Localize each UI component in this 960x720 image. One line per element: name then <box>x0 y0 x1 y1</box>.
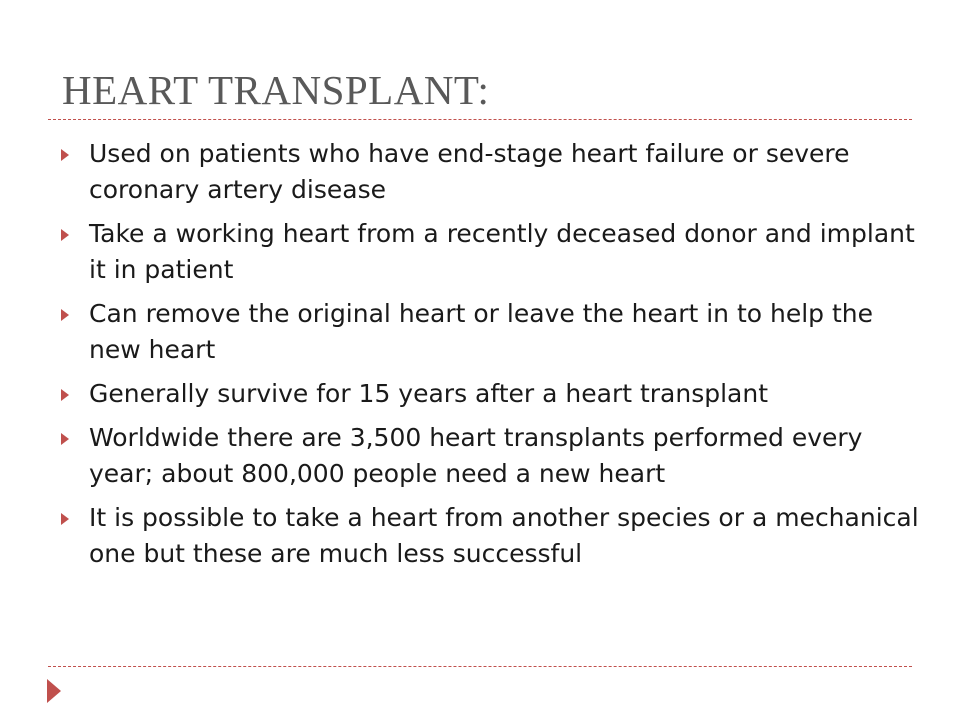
triangle-right-icon <box>61 309 69 321</box>
title-divider <box>48 119 912 120</box>
triangle-right-icon <box>61 389 69 401</box>
bullet-item <box>0 136 960 208</box>
bullet-list <box>0 136 960 580</box>
triangle-right-icon <box>61 229 69 241</box>
footer-divider <box>48 666 912 667</box>
bullet-item <box>0 376 960 412</box>
bullet-item <box>0 420 960 492</box>
bullet-item <box>0 500 960 572</box>
bullet-text: It is possible to take a heart from another species or a mechanical one but these are much less successful <box>89 503 919 568</box>
slide-title: HEART TRANSPLANT: <box>62 67 490 113</box>
bullet-text: Worldwide there are 3,500 heart transplants performed every year; about 800,000 people need a new heart <box>89 423 863 488</box>
bullet-text: Can remove the original heart or leave the heart in to help the new heart <box>89 299 874 364</box>
bullet-text: Take a working heart from a recently deceased donor and implant it in patient <box>89 219 915 284</box>
bullet-text: Used on patients who have end-stage heart failure or severe coronary artery disease <box>89 139 850 204</box>
bullet-text: Generally survive for 15 years after a heart transplant <box>89 379 769 408</box>
triangle-right-icon <box>61 149 69 161</box>
triangle-right-icon <box>47 679 61 703</box>
bullet-item <box>0 296 960 368</box>
triangle-right-icon <box>61 433 69 445</box>
bullet-item <box>0 216 960 288</box>
triangle-right-icon <box>61 513 69 525</box>
